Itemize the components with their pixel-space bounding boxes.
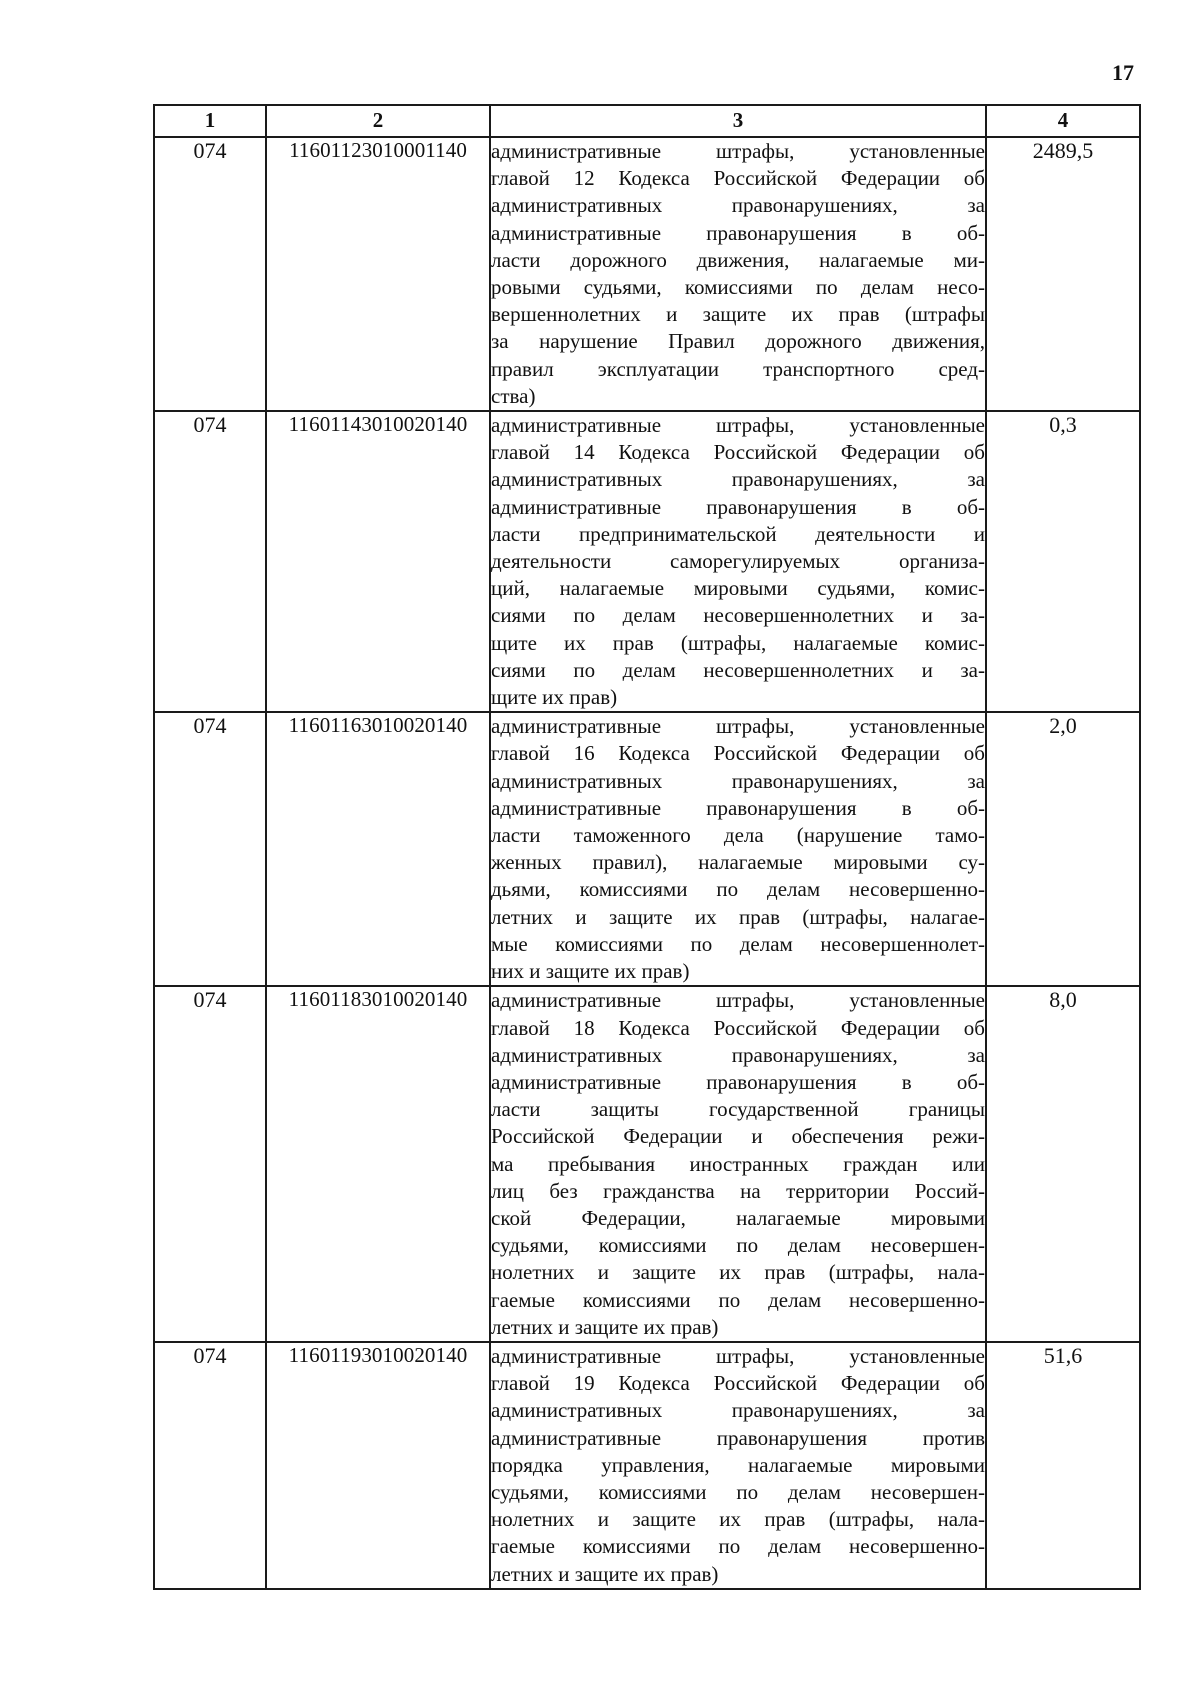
description-line: ства): [491, 383, 536, 408]
description-line: административные штрафы, установленные: [491, 1343, 985, 1368]
description-line: за нарушение Правил дорожного движения,: [491, 329, 985, 354]
admin-code-cell: 074: [154, 986, 266, 1342]
description-line: ласти дорожного движения, налагаемые ми-: [491, 247, 985, 272]
description-line: ласти защиты государственной границы: [491, 1097, 985, 1122]
description-line: ласти предпринимательской деятельности и: [491, 521, 985, 546]
column-header-2: 2: [266, 105, 490, 137]
header-row: [154, 105, 1140, 137]
description-line: вершеннолетних и защите их прав (штрафы: [491, 302, 985, 327]
description-line: щите их прав): [491, 685, 618, 710]
description-line: летних и защите их прав): [491, 1314, 719, 1339]
table-row: [154, 712, 1140, 986]
admin-code-cell: 074: [154, 1342, 266, 1589]
description-line: административные правонарушения против: [491, 1425, 985, 1450]
description-line: летних и защите их прав (штрафы, налагае-: [491, 904, 985, 929]
description-line: деятельности саморегулируемых организа-: [491, 549, 985, 574]
column-header-1: 1: [154, 105, 266, 137]
amount-cell: 0,3: [986, 411, 1140, 712]
description-line: гаемые комиссиями по делам несовершенно-: [491, 1534, 985, 1559]
description-line: административные штрафы, установленные: [491, 714, 985, 739]
description-line: административных правонарушениях, за: [491, 1398, 985, 1423]
amount-cell: 2489,5: [986, 137, 1140, 411]
description-line: сиями по делам несовершеннолетних и за-: [491, 603, 985, 628]
description-line: главой 18 Кодекса Российской Федерации об: [491, 1015, 985, 1040]
description-line: дьями, комиссиями по делам несовершенно-: [491, 877, 985, 902]
column-header-4: 4: [986, 105, 1140, 137]
description-line: ма пребывания иностранных граждан или: [491, 1151, 985, 1176]
description-line: лиц без гражданства на территории Россий-: [491, 1178, 985, 1203]
description-line: порядка управления, налагаемые мировыми: [491, 1452, 985, 1477]
description-line: Российской Федерации и обеспечения режи-: [491, 1124, 985, 1149]
description-cell: [490, 986, 986, 1342]
revenue-table: [153, 104, 1141, 1590]
column-header-3: 3: [490, 105, 986, 137]
admin-code-cell: 074: [154, 411, 266, 712]
description-line: нолетних и защите их прав (штрафы, нала-: [491, 1260, 985, 1285]
admin-code-cell: 074: [154, 712, 266, 986]
description-line: административные правонарушения в об-: [491, 795, 985, 820]
description-line: женных правил), налагаемые мировыми су-: [491, 850, 985, 875]
description-line: правил эксплуатации транспортного сред-: [491, 356, 985, 381]
table-row: [154, 411, 1140, 712]
description-line: административные штрафы, установленные: [491, 413, 985, 438]
description-line: ской Федерации, налагаемые мировыми: [491, 1205, 985, 1230]
description-line: них и защите их прав): [491, 959, 690, 984]
table-row: [154, 986, 1140, 1342]
table-row: [154, 137, 1140, 411]
description-cell: [490, 712, 986, 986]
budget-classification-code-cell: 11601163010020140: [266, 712, 490, 986]
description-line: административные штрафы, установленные: [491, 988, 985, 1013]
description-line: главой 14 Кодекса Российской Федерации об: [491, 440, 985, 465]
description-line: административные правонарушения в об-: [491, 1069, 985, 1094]
description-line: административные правонарушения в об-: [491, 494, 985, 519]
description-line: административных правонарушениях, за: [491, 193, 985, 218]
budget-classification-code-cell: 11601143010020140: [266, 411, 490, 712]
table-row: [154, 1342, 1140, 1589]
description-cell: [490, 137, 986, 411]
description-line: сиями по делам несовершеннолетних и за-: [491, 657, 985, 682]
amount-cell: 51,6: [986, 1342, 1140, 1589]
description-line: главой 19 Кодекса Российской Федерации об: [491, 1371, 985, 1396]
description-cell: [490, 411, 986, 712]
budget-classification-code-cell: 11601123010001140: [266, 137, 490, 411]
amount-cell: 8,0: [986, 986, 1140, 1342]
description-line: административные правонарушения в об-: [491, 220, 985, 245]
admin-code-cell: 074: [154, 137, 266, 411]
description-line: главой 16 Кодекса Российской Федерации об: [491, 741, 985, 766]
description-line: административных правонарушениях, за: [491, 768, 985, 793]
description-line: административных правонарушениях, за: [491, 1042, 985, 1067]
description-line: главой 12 Кодекса Российской Федерации об: [491, 166, 985, 191]
budget-classification-code-cell: 11601193010020140: [266, 1342, 490, 1589]
description-line: судьями, комиссиями по делам несовершен-: [491, 1479, 985, 1504]
amount-cell: 2,0: [986, 712, 1140, 986]
description-line: административные штрафы, установленные: [491, 139, 985, 163]
description-line: ровыми судьями, комиссиями по делам несо-: [491, 275, 985, 300]
description-line: гаемые комиссиями по делам несовершенно-: [491, 1287, 985, 1312]
description-line: летних и защите их прав): [491, 1561, 719, 1586]
page-number: 17: [1112, 60, 1134, 85]
description-line: административных правонарушениях, за: [491, 467, 985, 492]
budget-classification-code-cell: 11601183010020140: [266, 986, 490, 1342]
description-cell: [490, 1342, 986, 1589]
description-line: мые комиссиями по делам несовершеннолет-: [491, 931, 985, 956]
description-line: судьями, комиссиями по делам несовершен-: [491, 1233, 985, 1258]
description-line: щите их прав (штрафы, налагаемые комис-: [491, 630, 985, 655]
description-line: нолетних и защите их прав (штрафы, нала-: [491, 1507, 985, 1532]
table-body: [154, 137, 1140, 1589]
description-line: ций, налагаемые мировыми судьями, комис-: [491, 576, 985, 601]
description-line: ласти таможенного дела (нарушение тамо-: [491, 823, 985, 848]
